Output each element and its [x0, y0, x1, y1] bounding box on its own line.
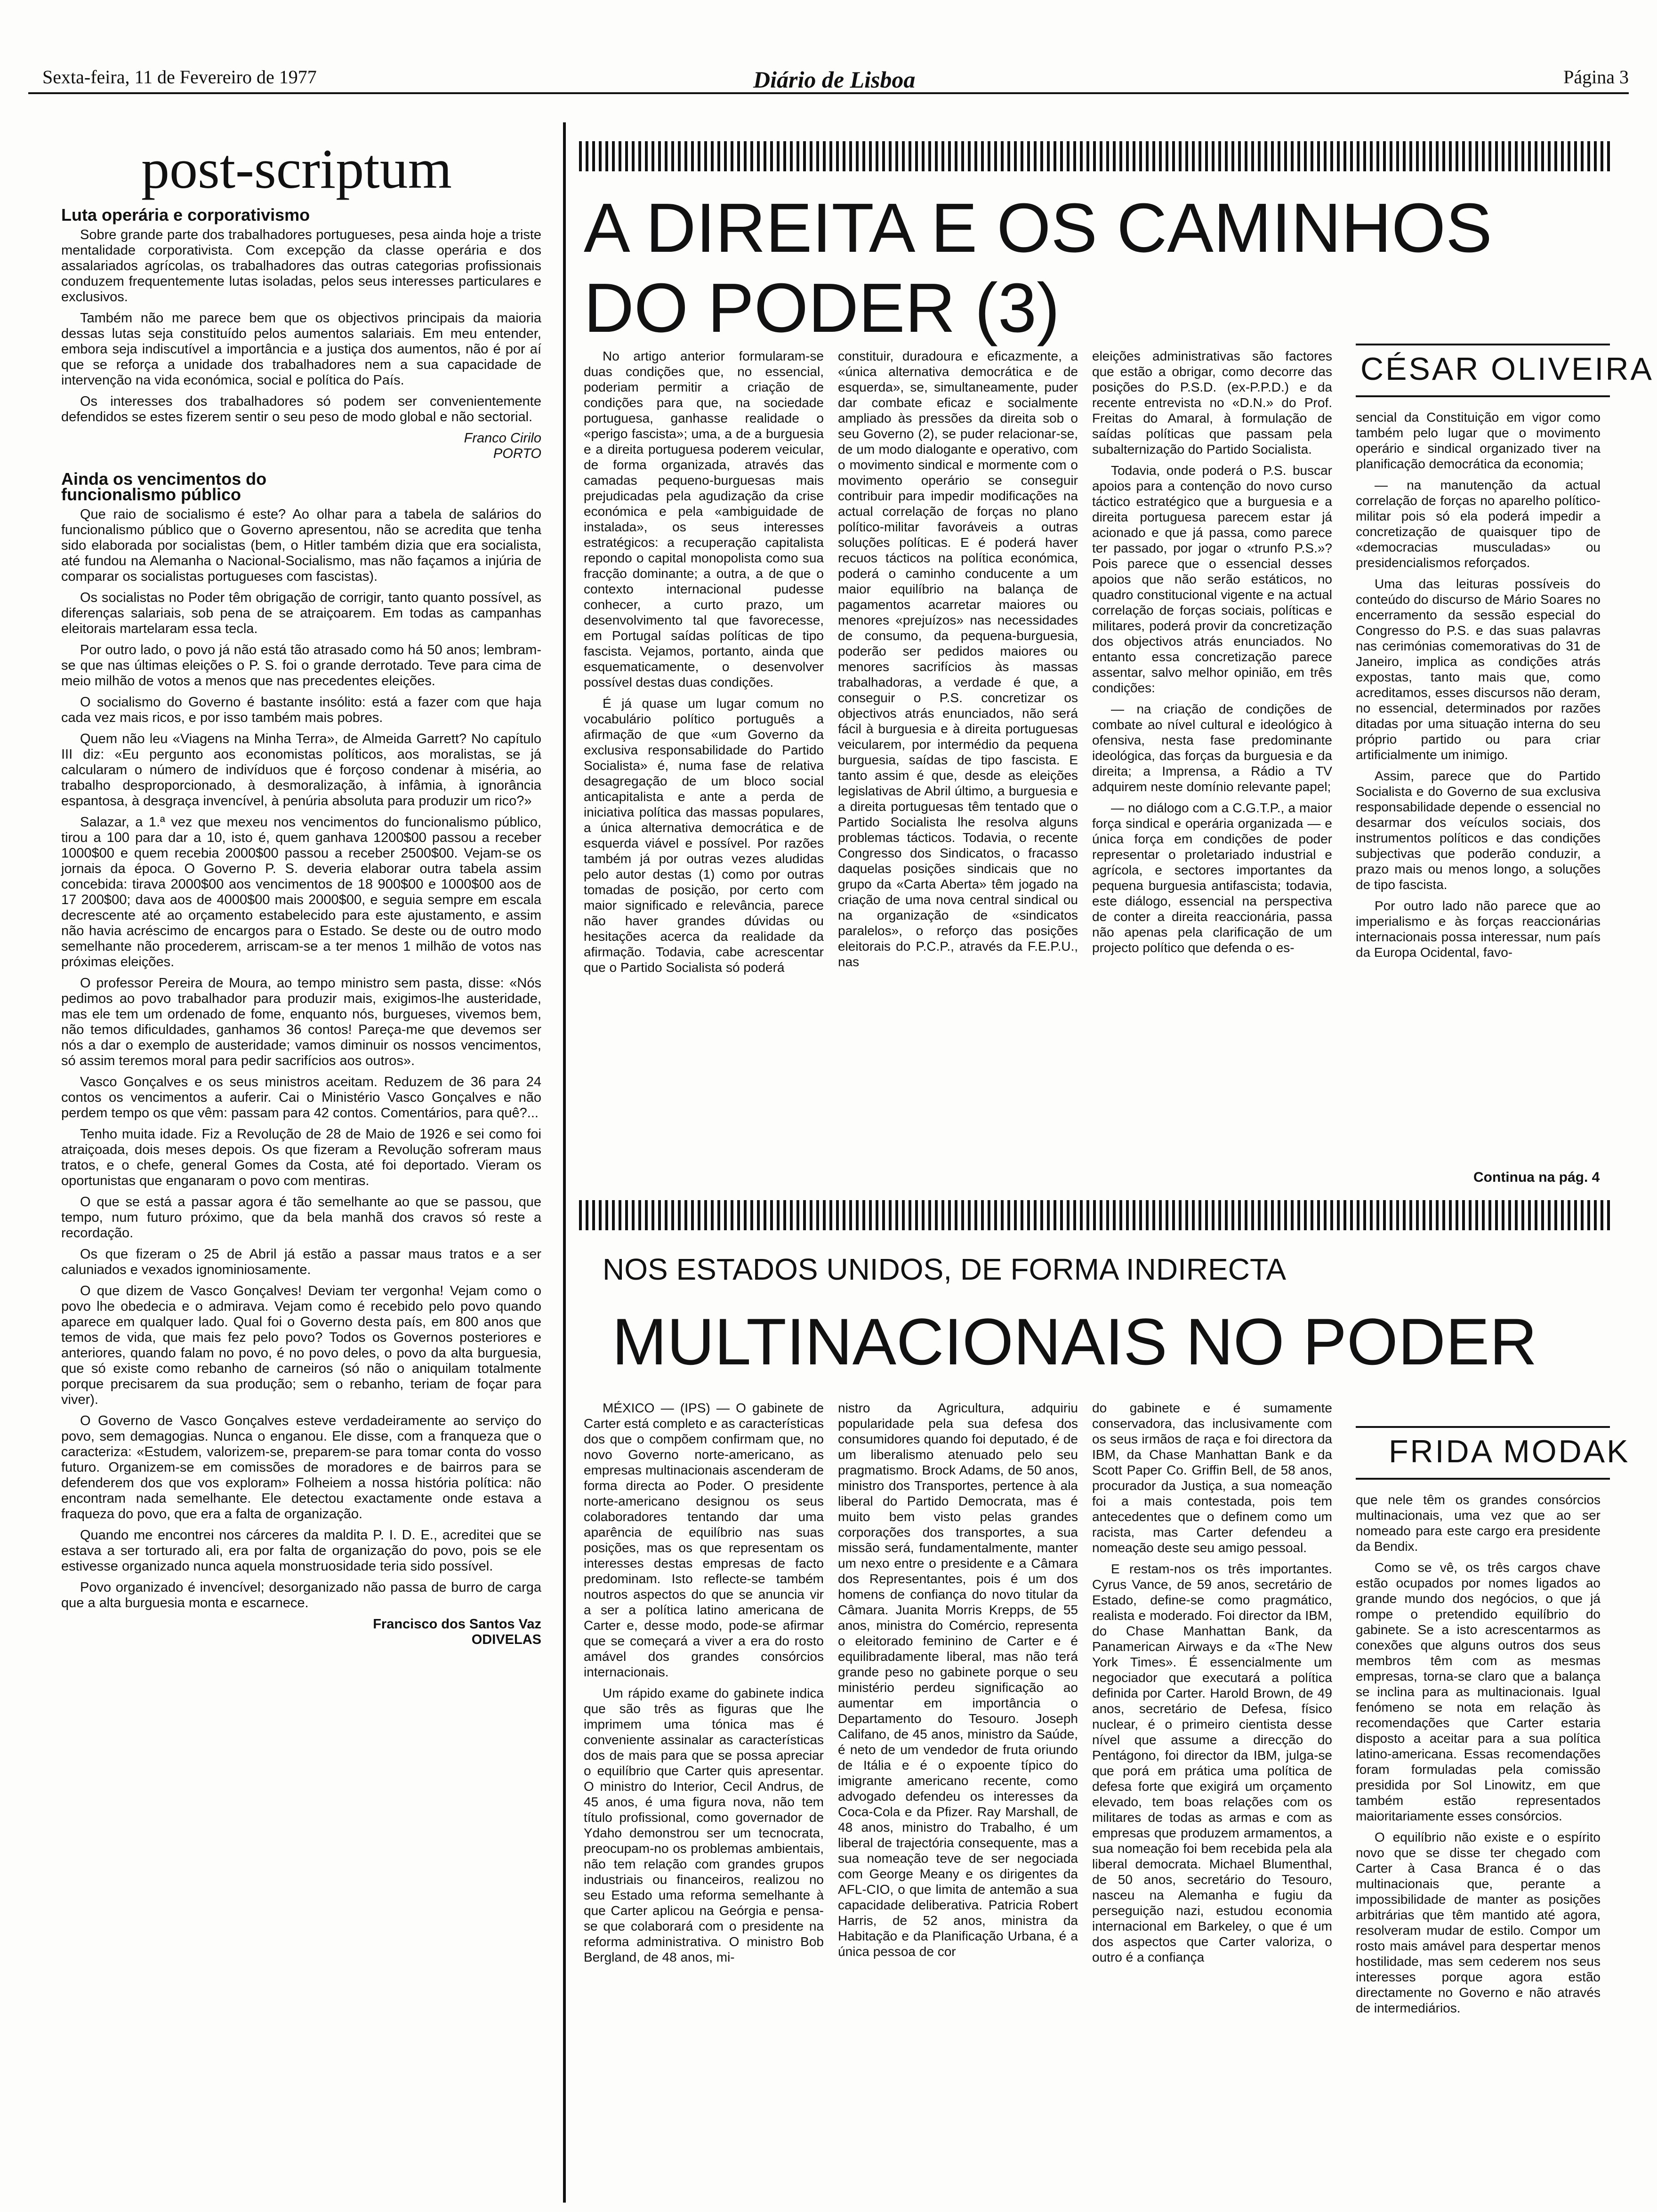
article-column	[1092, 348, 1332, 961]
article-column	[838, 1400, 1078, 1965]
paragraph: Tenho muita idade. Fiz a Revolução de 28 de Maio de 1926 e sei como foi atraiçoada, dois meses depois. Os que fizeram a Revolução sofreram maus tratos, e o chefe, general Gomes da Costa, até foi deportado. Vieram os oportunistas que enganaram o povo com mentiras.	[61, 1127, 541, 1188]
byline-rule	[1356, 1426, 1610, 1428]
paragraph: E restam-nos os três importantes. Cyrus Vance, de 59 anos, secretário de Estado, define-se como pragmático, realista e moderado. Foi director da IBM, do Chase Manhattan Bank, da Panamerican Airways e da «The New York Times». É essencialmente um negociador que executará a política definida por Carter. Harold Brown, de 49 anos, secretário de Defesa, físico nuclear, é o primeiro cientista desse nível que assume a direcção do Pentágono, foi director da IBM, julga-se que porá em prática uma política de defesa forte que exigirá um orçamento elevado, tem boas relações com os militares de todas as armas e com as empresas que produzem armamentos, a sua nomeação foi bem recebida pela ala liberal democrata. Michael Blumenthal, de 50 anos, secretário do Tesouro, nasceu na Alemanha e fugiu da perseguição nazi, estudou economia internacional em Barkeley, o que é um dos aspectos que Carter valoriza, o outro é a confiança	[1092, 1562, 1332, 1964]
decorative-hatch-bar	[579, 1200, 1610, 1230]
article-kicker: NOS ESTADOS UNIDOS, DE FORMA INDIRECTA	[603, 1252, 1286, 1286]
paragraph: No artigo anterior formularam-se duas condições que, no essencial, poderiam permitir a criação de condições para que, na sociedade portuguesa, ganhasse realidade o «perigo fascista»; uma, a de a burguesia e a direita portuguesa poderem veicular, de forma organizada, através das camadas pequeno-burguesas mais prejudicadas pela agudização da crise económica e pela «ambiguidade de instalada», os seus interesses estratégicos: a recuperação capitalista repondo o capital monopolista como sua fracção dominante; a outra, a de que o contexto internacional pudesse conhecer, a curto prazo, um desenvolvimento tal que favorecesse, em Portugal saídas políticas de tipo fascista. Vejamos, portanto, ainda que esquematicamente, o desenvolver possível destas duas condições.	[584, 349, 824, 689]
paragraph: O que dizem de Vasco Gonçalves! Deviam ter vergonha! Vejam como o povo lhe obedecia e o admirava. Vejam como é recebido pelo povo quando aparece em qualquer lado. Qual foi o Governo desta país, em 800 anos que temos de vida, que mais fez pelo povo? Todos os Governos posteriores e anteriores, quando falam no povo, é no povo deles, o povo da alta burguesia, que só existe como rebanho de carneiros (só não o aniquilam totalmente porque precisarem da sua produção; sem o rebanho, teriam de foçar para viver).	[61, 1283, 541, 1407]
paragraph: — no diálogo com a C.G.T.P., a maior força sindical e operária organizada — e única força em condições de poder representar o proletariado industrial e agrícola, e sectores importantes da pequena burguesia antifascista; todavia, este diálogo, essencial na perspectiva de conter a direita reaccionária, passa não apenas pela clarificação de um projecto político que defenda o es-	[1092, 801, 1332, 955]
paragraph: Um rápido exame do gabinete indica que são três as figuras que lhe imprimem uma tónica mas é conveniente assinalar as características dos de mais para que se possa apreciar o equilíbrio que Carter quis apresentar. O ministro do Interior, Cecil Andrus, de 45 anos, é uma figura nova, não tem título profissional, como governador de Ydaho demonstrou ser um tecnocrata, preocupam-no os problemas ambientais, não tem relação com grandes grupos industriais ou financeiros, realizou no seu Estado uma reforma semelhante à que Carter aplicou na Geórgia e pensa-se que colaborará com o presidente na reforma administrativa. O ministro Bob Bergland, de 48 anos, mi-	[584, 1686, 824, 1964]
signature	[61, 1617, 541, 1648]
headline-line: A DIREITA E OS CAMINHOS	[584, 189, 1492, 267]
paragraph: que nele têm os grandes consórcios multinacionais, uma vez que ao ser nomeado para este cargo era presidente da Bendix.	[1356, 1492, 1601, 1554]
paragraph: Também não me parece bem que os objectivos principais da maioria dessas lutas seja constituído pelos aumentos salariais. Em meu entender, embora seja indiscutível a importância e a justiça dos aumentos, não é por aí que se reforça a unidade dos trabalhadores nem a sua capacidade de intervenção na vida económica, social e política do País.	[61, 311, 541, 388]
section-heading: Luta operária e corporativismo	[61, 205, 310, 224]
decorative-hatch-bar	[579, 141, 1610, 171]
article-byline: CÉSAR OLIVEIRA	[1360, 351, 1654, 387]
paragraph: É já quase um lugar comum no vocabulário político português a afirmação de que «um Governo da exclusiva responsabilidade do Partido Socialista» é, numa fase de relativa desagregação de um bloco social anticapitalista e ante a perda de iniciativa política das massas populares, a única alternativa democrática e de esquerda viável e possível. Por razões também já por outras vezes aludidas pelo autor destas (1) como por outras tomadas de posição, por certo com maior significado e relevância, parece não haver grandes dúvidas ou hesitações acerca da realidade da afirmação. Todavia, cabe acrescentar que o Partido Socialista só poderá	[584, 696, 824, 975]
paragraph: Vasco Gonçalves e os seus ministros aceitam. Reduzem de 36 para 24 contos os vencimentos a auferir. Cai o Ministério Vasco Gonçalves e não perdem tempo os que vêm: passam para 42 contos. Comentários, para quê?...	[61, 1074, 541, 1121]
masthead-rule	[28, 92, 1629, 94]
article-column	[584, 348, 824, 981]
paragraph: — na manutenção da actual correlação de forças no aparelho político-militar pois só ela poderá impedir a concretização de quaisquer tipo de «democracias musculadas» ou presidencialismos reforçados.	[1356, 478, 1601, 570]
paragraph: Que raio de socialismo é este? Ao olhar para a tabela de salários do funcionalismo público que o Governo apresentou, não se acredita que tenha sido elaborada por socialistas (bem, o Hitler também dizia que era socialista, até fundou na Alemanha o Nacional-Socialismo, mas não façamos a injúria de comparar os socialistas portugueses com fascistas).	[61, 507, 541, 584]
author-place: PORTO	[493, 446, 541, 461]
byline-rule	[1356, 344, 1610, 345]
article-column	[1356, 1492, 1601, 2021]
article-column	[1356, 409, 1601, 966]
page-number: Página 3	[1563, 66, 1629, 88]
paragraph: Uma das leituras possíveis do conteúdo do discurso de Mário Soares no encerramento da sessão especial do Congresso do P.S. e das suas palavras nas cerimónias comemorativas do 31 de Janeiro, implica as condições atrás expostas, tanto mais que, como acreditamos, esses discursos não deram, no essencial, determinados por razões ditadas por uma situação interna do seu próprio partido ou para criar artificialmente um inimigo.	[1356, 577, 1601, 762]
headline-line: DO PODER (3)	[584, 269, 1060, 347]
paragraph: Os que fizeram o 25 de Abril já estão a passar maus tratos e a ser caluniados e vexados ignominiosamente.	[61, 1247, 541, 1277]
paragraph: Sobre grande parte dos trabalhadores portugueses, pesa ainda hoje a triste mentalidade corporativista. Com excepção da classe operária e dos assalariados agrícolas, os trabalhadores das outras categorias profissionais conduzem frequentemente lutas isoladas, pelos seus interesses particulares e exclusivos.	[61, 227, 541, 305]
author-name: Francisco dos Santos Vaz	[373, 1617, 541, 1632]
author-place: ODIVELAS	[471, 1632, 541, 1647]
article-byline: FRIDA MODAK	[1389, 1434, 1630, 1469]
post-scriptum-column	[61, 207, 541, 1648]
paragraph: O professor Pereira de Moura, ao tempo ministro sem pasta, disse: «Nós pedimos ao povo trabalhador para produzir mais, exigimos-lhe austeridade, mas ele tem um ordenado de fome, enquanto nós, burgueses, vivemos bem, não temos dificuldades, ganhamos 36 contos! Pareça-me que devemos ser nós a dar o exemplo de austeridade; vamos diminuir os nossos vencimentos, só assim teremos moral para pedir sacrifícios aos outros».	[61, 976, 541, 1068]
section-heading: Ainda os vencimentos do funcionalismo público	[61, 469, 267, 504]
paragraph: do gabinete e é sumamente conservadora, das inclusivamente com os seus irmãos de raça e foi directora da IBM, da Chase Manhattan Bank e da Scott Paper Co. Griffin Bell, de 58 anos, procurador da Justiça, a sua nomeação foi a mais contestada, pois tem antecedentes que o definem como um racista, mas Carter defendeu a nomeação deste seu amigo pessoal.	[1092, 1401, 1332, 1555]
paragraph: O equilíbrio não existe e o espírito novo que se disse ter chegado com Carter à Casa Branca é o das multinacionais que, perante a impossibilidade de manter as posições arbitrárias que têm mantido até agora, resolveram mudar de estilo. Compor um rosto mais amável para despertar menos hostilidade, mas sem cederem nos seus interesses porque agora estão directamente no Governo e não através de intermediários.	[1356, 1830, 1601, 2015]
paragraph: nistro da Agricultura, adquiriu popularidade pela sua defesa dos consumidores quando foi deputado, é de um liberalismo atenuado pelo seu pragmatismo. Brock Adams, de 50 anos, ministro dos Transportes, pertence à ala liberal do Partido Democrata, mas é muito bem visto pelas grandes corporações dos transportes, a sua missão será, fundamentalmente, manter um nexo entre o presidente e a Câmara dos Representantes, pois é um dos homens de confiança do novo titular da Câmara. Juanita Morris Krepps, de 55 anos, ministra do Comércio, representa o eleitorado feminino de Carter e é equilibradamente liberal, mas não terá grande peso no gabinete porque o seu ministério perdeu significação ao aumentar em importância o Departamento do Tesouro. Joseph Califano, de 45 anos, ministro da Saúde, é neto de um vendedor de fruta oriundo de Itália e é o expoente típico do imigrante americano recente, como advogado defendeu os interesses da Coca-Cola e da Pfizer. Ray Marshall, de 48 anos, ministro do Trabalho, é um liberal de trajectória consequente, mas a sua nomeação teve de ser negociada com George Meany e os dirigentes da AFL-CIO, o que limita de antemão a sua capacidade deliberativa. Patricia Robert Harris, de 52 anos, ministra da Habitação e da Planificação Urbana, é a única pessoa de cor	[838, 1401, 1078, 1959]
newspaper-name: Diário de Lisboa	[753, 66, 916, 93]
paragraph: O socialismo do Governo é bastante insólito: está a fazer com que haja cada vez mais ricos, e por isso também mais pobres.	[61, 695, 541, 725]
issue-date: Sexta-feira, 11 de Fevereiro de 1977	[42, 66, 317, 88]
post-scriptum-title: post-scriptum	[141, 137, 452, 200]
article-column	[1092, 1400, 1332, 1971]
paragraph: Por outro lado, o povo já não está tão atrasado como há 50 anos; lembram-se que nas últimas eleições o P. S. foi o grande derrotado. Teve para cima de meio milhão de votos a menos que nas precedentes eleições.	[61, 642, 541, 689]
paragraph: Assim, parece que do Partido Socialista e do Governo de sua exclusiva responsabilidade depende o essencial no desarmar dos veículos sociais, dos instrumentos políticos e das condições subjectivas que poderão conduzir, a prazo mais ou menos longo, a soluções de tipo fascista.	[1356, 769, 1601, 892]
paragraph: Quem não leu «Viagens na Minha Terra», de Almeida Garrett? No capítulo III diz: «Eu pergunto aos economistas políticos, aos moralistas, se já calcularam o número de indivíduos que é forçoso condenar à miséria, ao trabalho desproporcionado, à desmoralização, à infâmia, à ignorância espantosa, à desgraça invencível, à penúria absoluta para produzir um rico?»	[61, 731, 541, 809]
author-name: Franco Cirilo	[464, 431, 541, 446]
article-column	[584, 1400, 824, 1971]
paragraph: — na criação de condições de combate ao nível cultural e ideológico à ofensiva, nesta fase predominante ideológica, das forças da burguesia e da direita; a Imprensa, a Rádio a TV adquirem neste domínio relevante papel;	[1092, 702, 1332, 794]
signature	[61, 431, 541, 462]
paragraph: sencial da Constituição em vigor como também pelo lugar que o movimento operário e sindical organizado tiver na planificação democrática da economia;	[1356, 410, 1601, 471]
paragraph: O que se está a passar agora é tão semelhante ao que se passou, que tempo, num futuro próximo, que da bela manhã dos cravos só reste a recordação.	[61, 1194, 541, 1241]
paragraph: Todavia, onde poderá o P.S. buscar apoios para a contenção do novo curso táctico estratégico que a burguesia e a direita portuguesa parecem estar já acionado e que já passa, como parece ter passado, por jogar o «trunfo P.S.»? Pois parece que o essencial desses apoios que não serão estáticos, no quadro constitucional vigente e na actual correlação de forças sociais, políticas e militares, poderá provir da concretização dos objectivos atrás enunciados. No entanto essa concretização parece assentar, salvo melhor opinião, em três condições:	[1092, 463, 1332, 695]
paragraph: Como se vê, os três cargos chave estão ocupados por nomes ligados ao grande mundo dos negócios, o que já rompe o pretendido equilíbrio do gabinete. Se a isto acrescentarmos as conexões que alguns outros dos seus membros têm com as mesmas empresas, torna-se claro que a balança se inclina para as multinacionais. Igual fenómeno se nota em relação às recomendações que Carter estaria disposto a aceitar para a sua política latino-americana. Essas recomendações foram formuladas pela comissão presidida por Sol Linowitz, em que também estão representados maioritariamente esses consórcios.	[1356, 1560, 1601, 1823]
paragraph: Por outro lado não parece que ao imperialismo e às forças reaccionárias internacionais possa interessar, num país da Europa Ocidental, favo-	[1356, 898, 1601, 960]
paragraph: O Governo de Vasco Gonçalves esteve verdadeiramente ao serviço do povo, sem demagogias. Nunca o enganou. Ele disse, com a franqueza que o caracteriza: «Estudem, valorizem-se, preparem-se para tomar conta do vosso futuro. Organizem-se em comissões de moradores e de bairros para se defenderem dos que vos exploram» Folheiem a nossa história política: não encontram nada semelhante. Ele detectou exactamente onde estava a fraqueza do povo, que era a falta de organização.	[61, 1413, 541, 1522]
paragraph: MÉXICO — (IPS) — O gabinete de Carter está completo e as características dos que o compõem confirmam que, no novo Governo norte-americano, as empresas multinacionais ascenderam de forma directa ao Poder. O presidente norte-americano designou os seus colaboradores tentando dar uma aparência de equilíbrio nas suas posições, mas os que representam os interesses destas empresas de facto predominam. Isto reflecte-se também noutros aspectos do que se anuncia vir a ser a política latino americana de Carter e, desse modo, pode-se afirmar que se começará a viver a era do rosto amável dos grandes consórcios internacionais.	[584, 1401, 824, 1679]
paragraph: Os interesses dos trabalhadores só podem ser convenientemente defendidos se estes fizerem sentir o seu peso de modo global e não sectorial.	[61, 394, 541, 425]
paragraph: Quando me encontrei nos cárceres da maldita P. I. D. E., acreditei que se estava a ser torturado ali, era por falta de organização do povo, pois se ele estivesse organizado nunca aquela monstruosidade teria sido possível.	[61, 1528, 541, 1574]
paragraph: Salazar, a 1.ª vez que mexeu nos vencimentos do funcionalismo público, tirou a 100 para dar a 10, isto é, quem ganhava 1200$00 passou a receber 1000$00 e quem recebia 2000$00 passou a receber 2500$00. Vejam-se os jornais da época. O Governo P. S. deveria elaborar outra tabela assim concebida: tirava 2000$00 aos vencimentos de 18 900$00 e 1000$00 aos de 17 200$00; dava aos de 4000$00 mais 2000$00, e seguia sempre em escala decrescente até ao orçamento estabelecido para este ajustamento, e assim não havia acréscimo de encargos para o Estado. Se deste ou de outro modo semelhante não procederem, arriscam-se a ter menos 1 milhão de votos nas próximas eleições.	[61, 815, 541, 970]
column-divider	[563, 122, 566, 2203]
paragraph: Os socialistas no Poder têm obrigação de corrigir, tanto quanto possível, as diferenças salariais, sob pena de se atraiçoarem. Em todas as campanhas eleitorais martelaram essa tecla.	[61, 590, 541, 636]
paragraph: Povo organizado é invencível; desorganizado não passa de burro de carga que a alta burguesia monta e escarnece.	[61, 1580, 541, 1611]
byline-rule	[1356, 395, 1610, 397]
article-headline: MULTINACIONAIS NO PODER	[612, 1305, 1537, 1378]
paragraph: eleições administrativas são factores que estão a obrigar, como decorre das posições do P.S.D. (ex-P.P.D.) e da recente entrevista no «D.N.» do Prof. Freitas do Amaral, à formulação de saídas políticas que passam pela subalternização do Partido Socialista.	[1092, 349, 1332, 457]
masthead	[28, 66, 1629, 94]
continued-note: Continua na pág. 4	[1473, 1170, 1600, 1185]
article-column	[838, 348, 1078, 975]
byline-rule	[1356, 1478, 1610, 1480]
paragraph: constituir, duradoura e eficazmente, a «única alternativa democrática e de esquerda», se, simultaneamente, puder dar combate eficaz e socialmente ampliado às pressões da direita sob o seu Governo (2), se puder relacionar-se, de um modo dialogante e operativo, com o movimento sindical e mormente com o movimento operário se conseguir contribuir para impedir modificações na actual correlação de forças no plano político-militar favoráveis a outras soluções políticas. E é poderá haver recuos tácticos na política económica, poderá o caminho conducente a um maior equilíbrio na balança de pagamentos acarretar maiores ou menores «prejuízos» nas necessidades de consumo, da pequena-burguesia, poderão ser pedidos maiores ou menores sacrifícios às massas trabalhadoras, a verdade é que, a conseguir o P.S. concretizar os objectivos atrás enunciados, não será fácil à burguesia e à direita portuguesas veicularem, por intermédio da pequena burguesia, saídas de tipo fascista. E tanto assim é que, desde as eleições legislativas de Abril último, a burguesia e a direita portuguesas têm tentado que o Partido Socialista lhe resolva alguns problemas tácticos. Todavia, o recente Congresso dos Sindicatos, o fracasso daquelas posições sindicais que no grupo da «Carta Aberta» têm jogado na criação de uma nova central sindical ou na organização de «sindicatos paralelos», o reforço das posições eleitorais do P.C.P., através da F.E.P.U., nas	[838, 349, 1078, 969]
article-headline	[584, 188, 1492, 348]
